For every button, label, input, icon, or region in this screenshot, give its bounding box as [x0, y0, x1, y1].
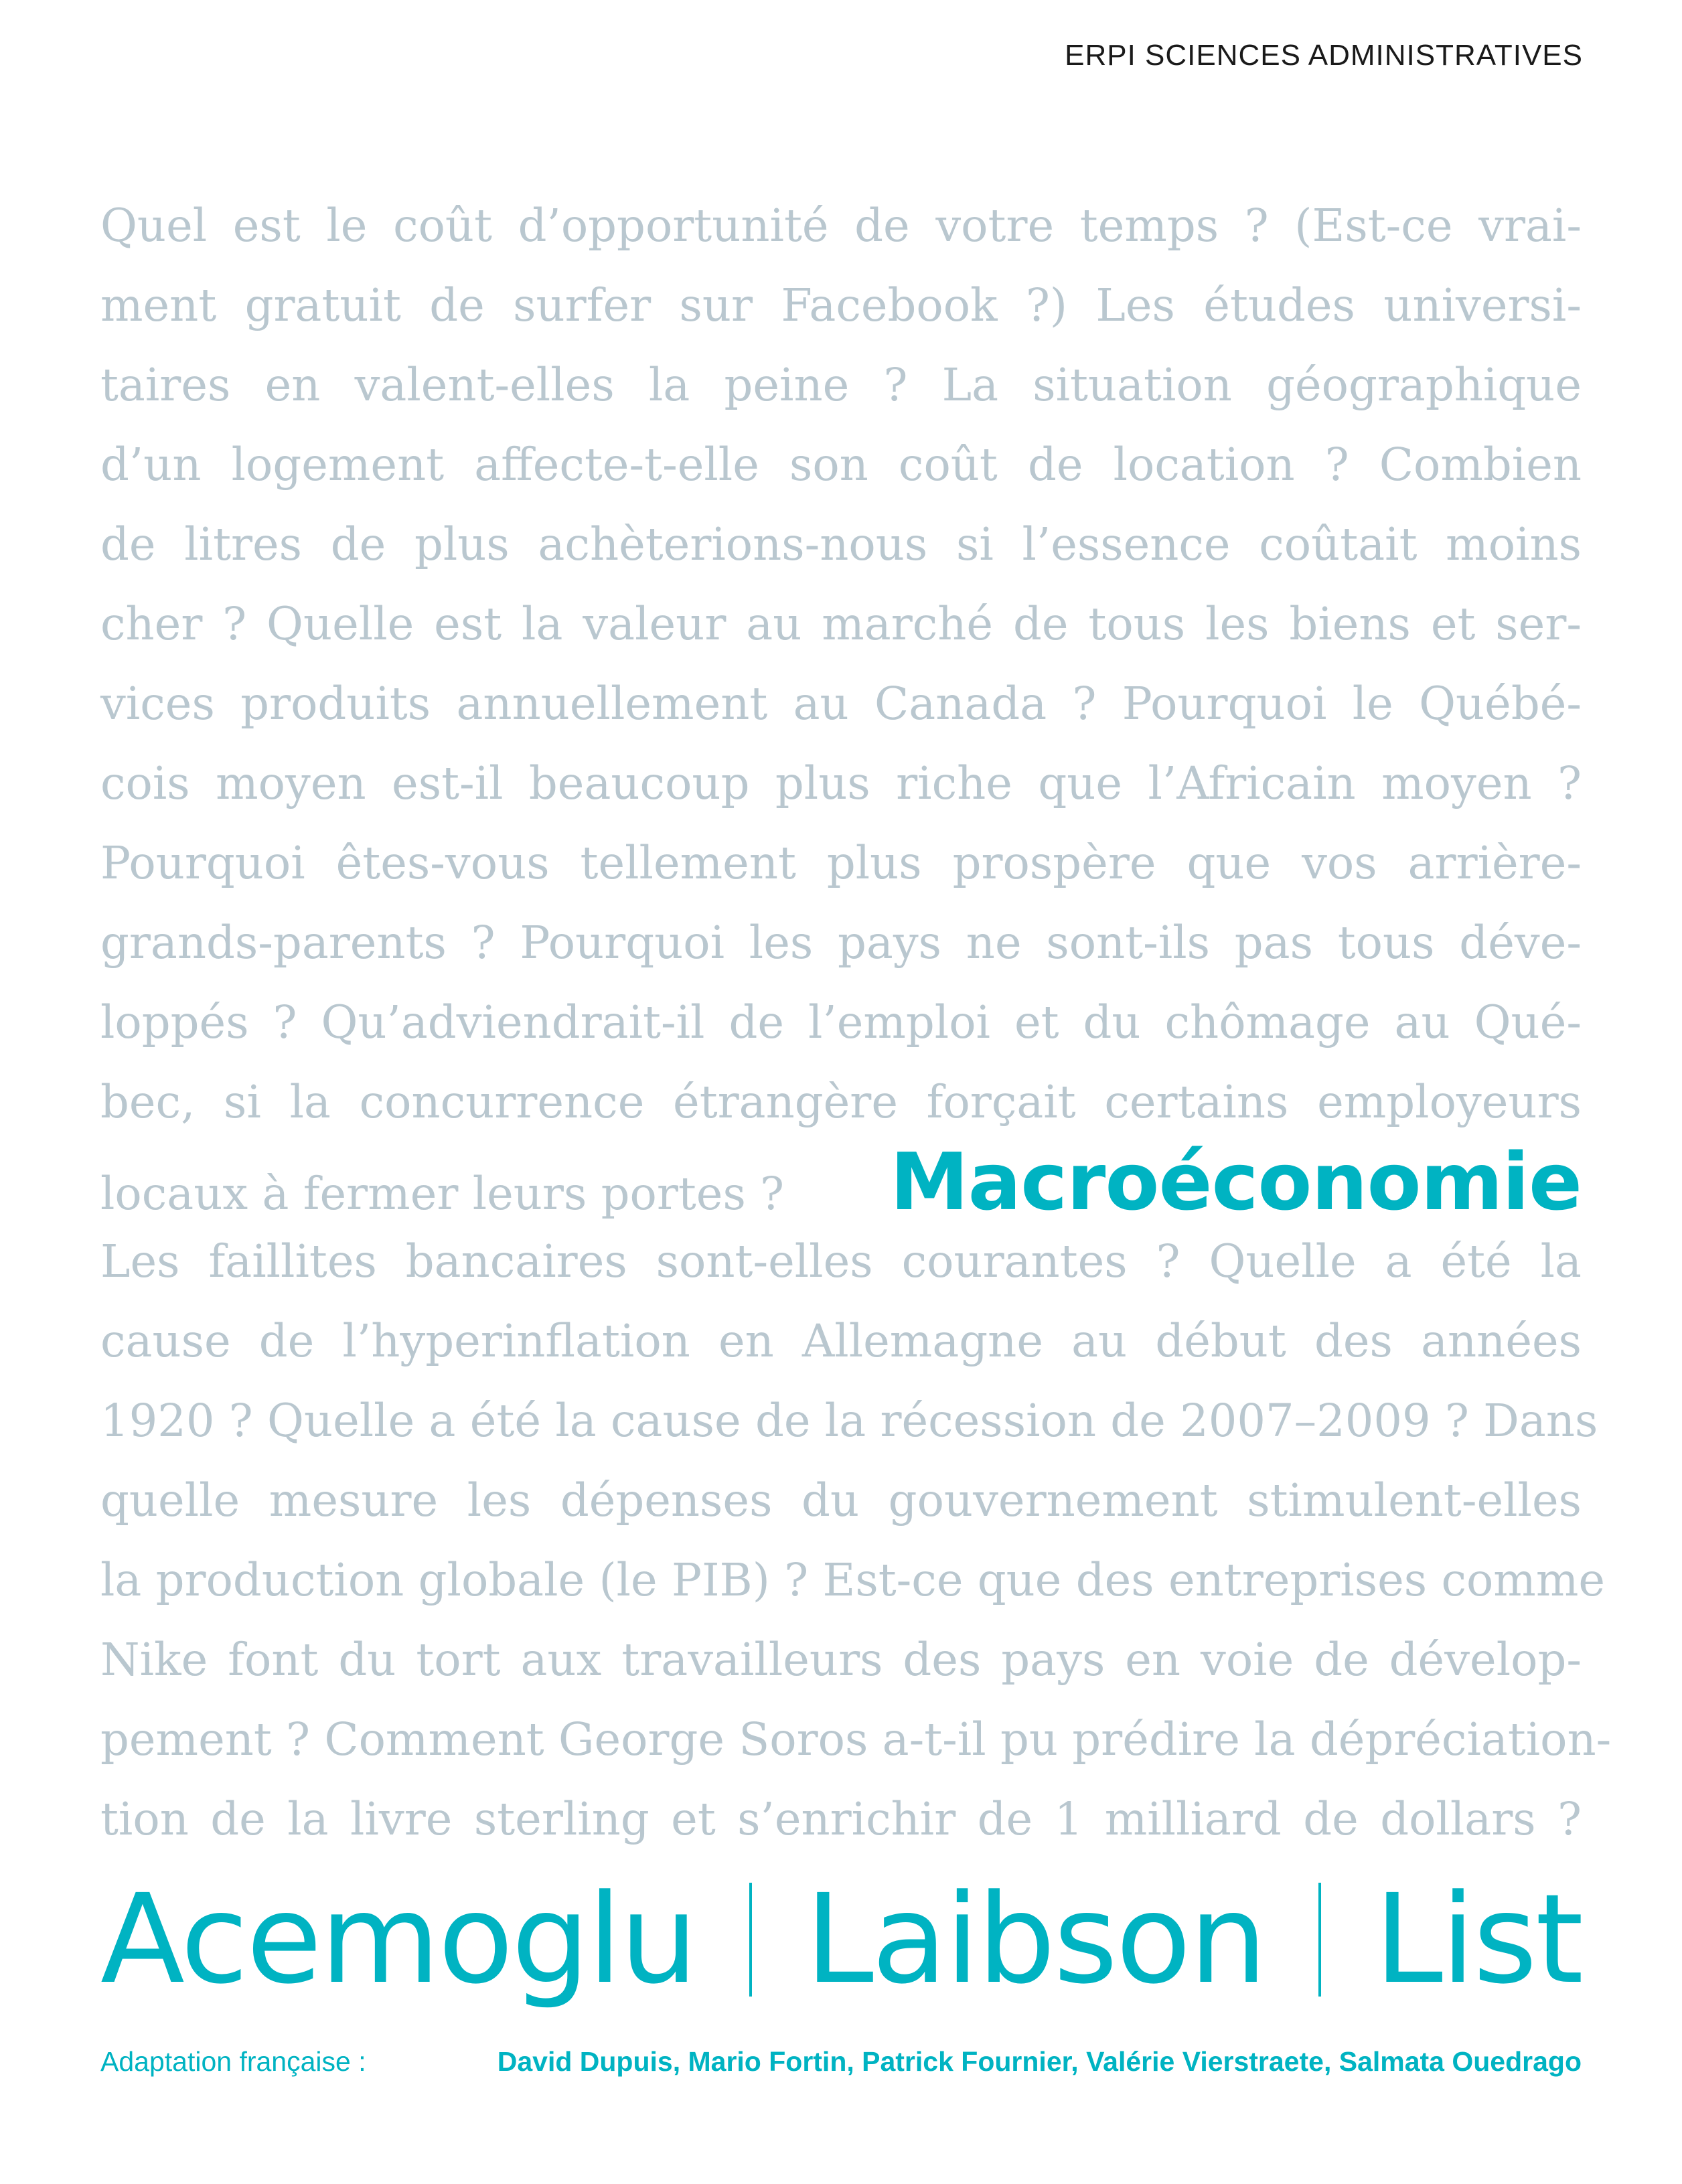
question-line: tion de la livre sterling et s’enrichir de 1 milliard de dollars ?	[100, 1793, 1582, 1845]
question-line: 1920 ? Quelle a été la cause de la récession de 2007–2009 ? Dans	[100, 1395, 1598, 1447]
question-line: quelle mesure les dépenses du gouvernement stimulent-elles	[100, 1474, 1582, 1527]
question-line: Quel est le coût d’opportunité de votre temps ? (Est-ce vrai-	[100, 200, 1582, 252]
author-separator	[1318, 1883, 1321, 1997]
question-line: grands-parents ? Pourquoi les pays ne sont-ils pas tous déve-	[100, 917, 1582, 969]
question-line: cher ? Quelle est la valeur au marché de tous les biens et ser-	[100, 598, 1582, 650]
question-line: ment gratuit de surfer sur Facebook ?) Les études universi-	[100, 279, 1582, 331]
authors-row	[100, 1868, 1582, 2011]
question-line: cois moyen est-il beaucoup plus riche que l’Africain moyen ?	[100, 757, 1582, 809]
author-name: Laibson	[805, 1868, 1266, 2011]
publisher-name: ERPI SCIENCES ADMINISTRATIVES	[1065, 39, 1583, 72]
author-name: List	[1374, 1868, 1582, 2011]
question-line: Nike font du tort aux travailleurs des pays en voie de dévelop-	[100, 1634, 1582, 1686]
question-line: pement ? Comment George Soros a-t-il pu prédire la dépréciation-	[100, 1713, 1612, 1766]
adaptation-names: David Dupuis, Mario Fortin, Patrick Fournier, Valérie Vierstraete, Salmata Ouedrago	[497, 2046, 1582, 2077]
book-title: Macroéconomie	[890, 1136, 1582, 1228]
adaptation-label: Adaptation française :	[100, 2046, 366, 2077]
question-line: cause de l’hyperinflation en Allemagne au début des années	[100, 1315, 1582, 1367]
question-line: de litres de plus achèterions-nous si l’essence coûtait moins	[100, 518, 1582, 570]
question-line: la production globale (le PIB) ? Est-ce que des entreprises comme	[100, 1554, 1606, 1606]
adaptation-credits	[100, 2046, 1582, 2078]
question-line: taires en valent-elles la peine ? La situation géographique	[100, 359, 1582, 411]
question-line: Les faillites bancaires sont-elles courantes ? Quelle a été la	[100, 1235, 1582, 1288]
questions-block	[100, 186, 1612, 1859]
question-line: vices produits annuellement au Canada ? Pourquoi le Québé-	[100, 678, 1582, 730]
question-line: locaux à fermer leurs portes ?	[100, 1168, 785, 1220]
question-line: Pourquoi êtes-vous tellement plus prospère que vos arrière-	[100, 837, 1582, 889]
title-row	[100, 1136, 1582, 1228]
question-line: loppés ? Qu’adviendrait-il de l’emploi et du chômage au Qué-	[100, 996, 1582, 1048]
author-separator	[749, 1883, 752, 1997]
author-name: Acemoglu	[100, 1868, 696, 2011]
question-line: d’un logement affecte-t-elle son coût de location ? Combien	[100, 439, 1582, 491]
question-line: bec, si la concurrence étrangère forçait certains employeurs	[100, 1076, 1582, 1128]
